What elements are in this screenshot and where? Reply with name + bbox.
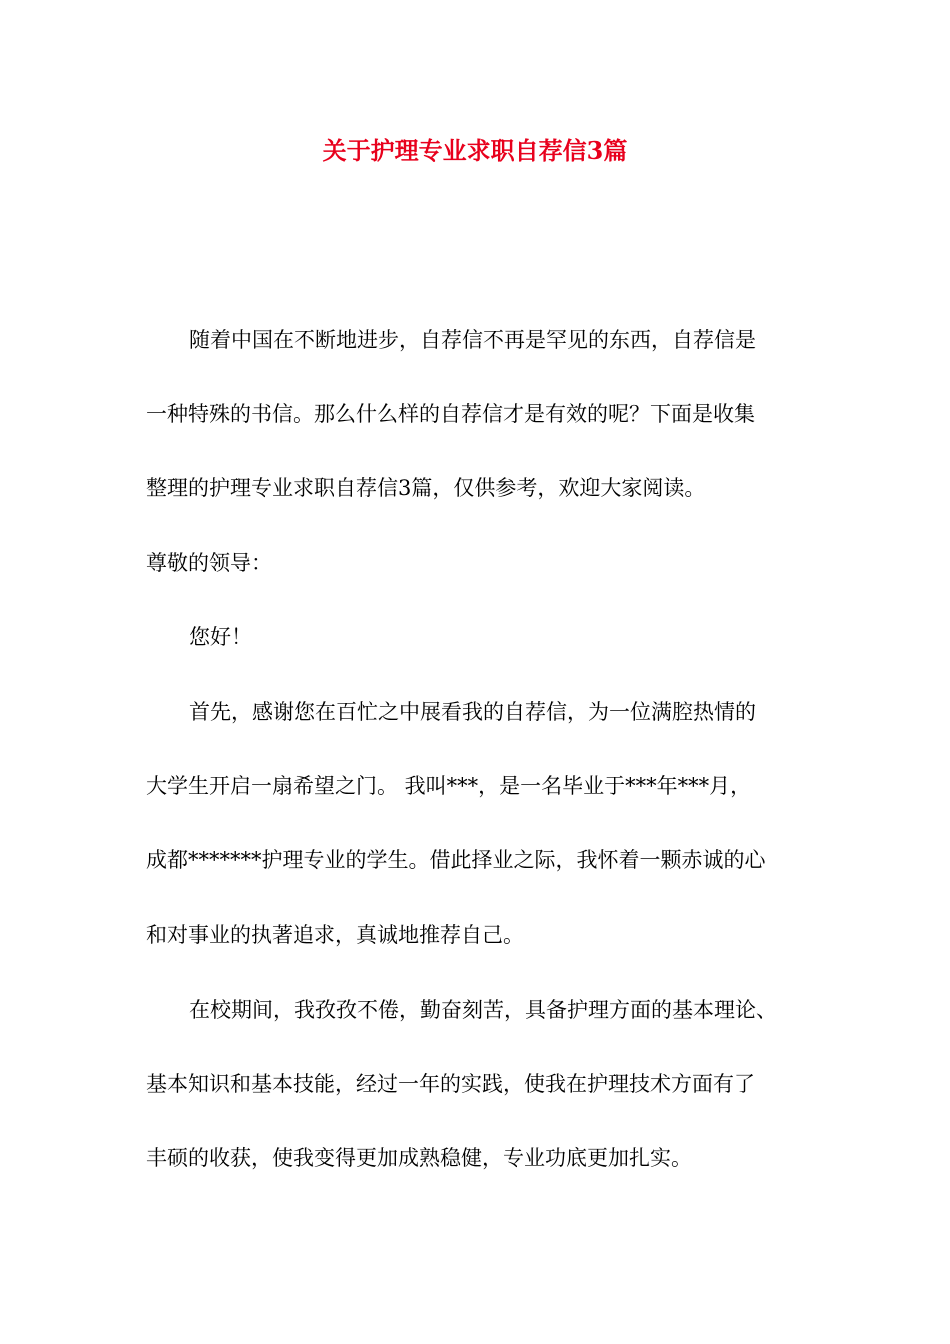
greeting: 您好！ xyxy=(189,625,252,649)
salutation: 尊敬的领导： xyxy=(146,551,272,575)
intro-line-2: 一种特殊的书信。那么什么样的自荐信才是有效的呢？下面是收集 xyxy=(146,402,755,426)
paragraph2-line-1: 在校期间，我孜孜不倦，勤奋刻苦，具备护理方面的基本理论、 xyxy=(189,998,777,1022)
paragraph1-line-2: 大学生开启一扇希望之门。 我叫***，是一名毕业于***年***月， xyxy=(146,774,752,798)
paragraph1-line-1: 首先，感谢您在百忙之中展看我的自荐信，为一位满腔热情的 xyxy=(189,700,756,724)
document-title: 关于护理专业求职自荐信3篇 xyxy=(322,136,628,165)
paragraph2-line-3: 丰硕的收获，使我变得更加成熟稳健，专业功底更加扎实。 xyxy=(146,1146,692,1170)
paragraph1-line-3: 成都*******护理专业的学生。借此择业之际，我怀着一颗赤诚的心 xyxy=(146,848,766,872)
intro-line-1: 随着中国在不断地进步，自荐信不再是罕见的东西，自荐信是 xyxy=(189,328,756,352)
paragraph2-line-2: 基本知识和基本技能，经过一年的实践，使我在护理技术方面有了 xyxy=(146,1072,755,1096)
intro-line-3: 整理的护理专业求职自荐信3篇，仅供参考，欢迎大家阅读。 xyxy=(146,476,706,500)
paragraph1-line-4: 和对事业的执著追求，真诚地推荐自己。 xyxy=(146,923,524,947)
